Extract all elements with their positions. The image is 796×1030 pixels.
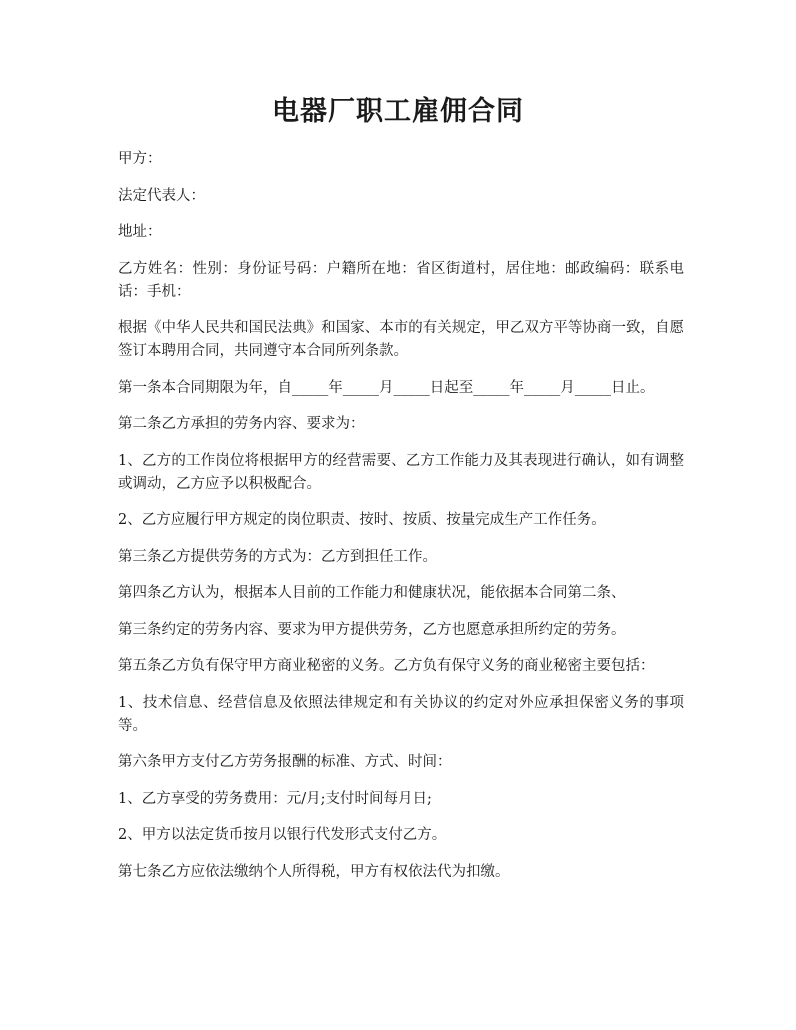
article-2-item-2: 2、乙方应履行甲方规定的岗位职责、按时、按质、按量完成生产工作任务。	[118, 512, 606, 528]
party-a-line: 甲方：	[118, 151, 162, 167]
article-6-heading: 第六条甲方支付乙方劳务报酬的标准、方式、时间：	[118, 754, 452, 770]
article-6-item-1: 1、乙方享受的劳务费用：元/月;支付时间每月日;	[118, 790, 432, 807]
article-4-continuation: 第三条约定的劳务内容、要求为甲方提供劳务，乙方也愿意承担所约定的劳务。	[118, 621, 626, 638]
article-4-paragraph: 第四条乙方认为，根据本人目前的工作能力和健康状况，能依据本合同第二条、	[118, 585, 626, 601]
article-6-item-2: 2、甲方以法定货币按月以银行代发形式支付乙方。	[118, 827, 447, 843]
document-body	[118, 148, 684, 897]
address-line: 地址：	[118, 224, 162, 240]
article-5-paragraph: 第五条乙方负有保守甲方商业秘密的义务。乙方负有保守义务的商业秘密主要包括：	[118, 658, 655, 674]
party-b-info-paragraph: 乙方姓名：性别：身份证号码：户籍所在地：省区街道村，居住地：邮政编码：联系电话：手机：	[118, 260, 684, 300]
article-7-paragraph: 第七条乙方应依法缴纳个人所得税，甲方有权依法代为扣缴。	[118, 863, 510, 880]
article-2-item-1: 1、乙方的工作岗位将根据甲方的经营需要、乙方工作能力及其表现进行确认，如有调整或调动，乙方应予以积极配合。	[118, 452, 684, 492]
article-2-heading: 第二条乙方承担的劳务内容、要求为：	[118, 416, 365, 432]
article-1-paragraph: 第一条本合同期限为年，自_____年_____月_____日起至_____年_____月_____日止。	[118, 379, 655, 396]
article-3-paragraph: 第三条乙方提供劳务的方式为：乙方到担任工作。	[118, 548, 437, 565]
legal-representative-line: 法定代表人：	[118, 187, 205, 204]
document-title: 电器厂职工雇佣合同	[272, 96, 524, 127]
article-5-item-1: 1、技术信息、经营信息及依照法律规定和有关协议的约定对外应承担保密义务的事项等。	[118, 694, 684, 734]
preamble-paragraph: 根据《中华人民共和国民法典》和国家、本市的有关规定，甲乙双方平等协商一致，自愿签订本聘用合同，共同遵守本合同所列条款。	[118, 320, 684, 359]
